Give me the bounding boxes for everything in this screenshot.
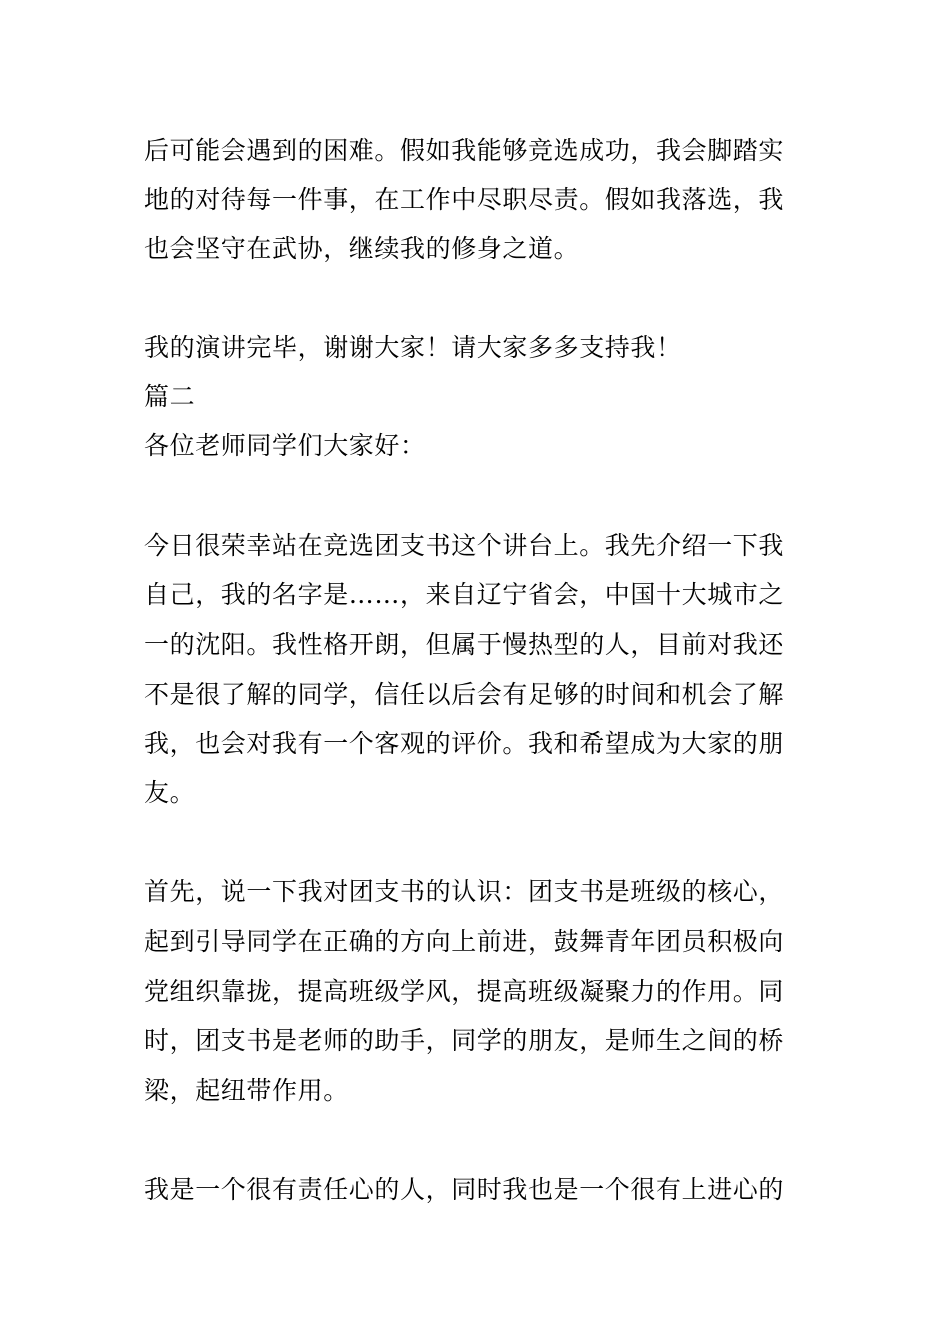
text-line: 首先，说一下我对团支书的认识：团支书是班级的核心， — [144, 877, 785, 906]
text-line: 起到引导同学在正确的方向上前进，鼓舞青年团员积极向 — [144, 927, 785, 956]
text-line: 我是一个很有责任心的人，同时我也是一个很有上进心的 — [144, 1175, 785, 1204]
text-line: 时，团支书是老师的助手，同学的朋友，是师生之间的桥 — [144, 1026, 785, 1055]
greeting-line: 各位老师同学们大家好： — [144, 431, 426, 460]
text-line: 后可能会遇到的困难。假如我能够竞选成功，我会脚踏实 — [144, 136, 785, 165]
section-heading: 篇二 — [144, 382, 196, 411]
text-line: 自己，我的名字是……，来自辽宁省会，中国十大城市之 — [144, 580, 785, 609]
closing-line: 我的演讲完毕，谢谢大家！请大家多多支持我！ — [144, 333, 682, 362]
text-line: 友。 — [144, 778, 196, 807]
text-line: 不是很了解的同学，信任以后会有足够的时间和机会了解 — [144, 680, 785, 709]
text-line: 今日很荣幸站在竞选团支书这个讲台上。我先介绍一下我 — [144, 531, 785, 560]
text-line: 也会坚守在武协，继续我的修身之道。 — [144, 234, 580, 263]
text-line: 一的沈阳。我性格开朗，但属于慢热型的人，目前对我还 — [144, 630, 785, 659]
text-line: 党组织靠拢，提高班级学风，提高班级凝聚力的作用。同 — [144, 977, 785, 1006]
text-line: 地的对待每一件事，在工作中尽职尽责。假如我落选，我 — [144, 185, 785, 214]
text-line: 梁，起纽带作用。 — [144, 1076, 349, 1105]
text-line: 我，也会对我有一个客观的评价。我和希望成为大家的朋 — [144, 729, 785, 758]
